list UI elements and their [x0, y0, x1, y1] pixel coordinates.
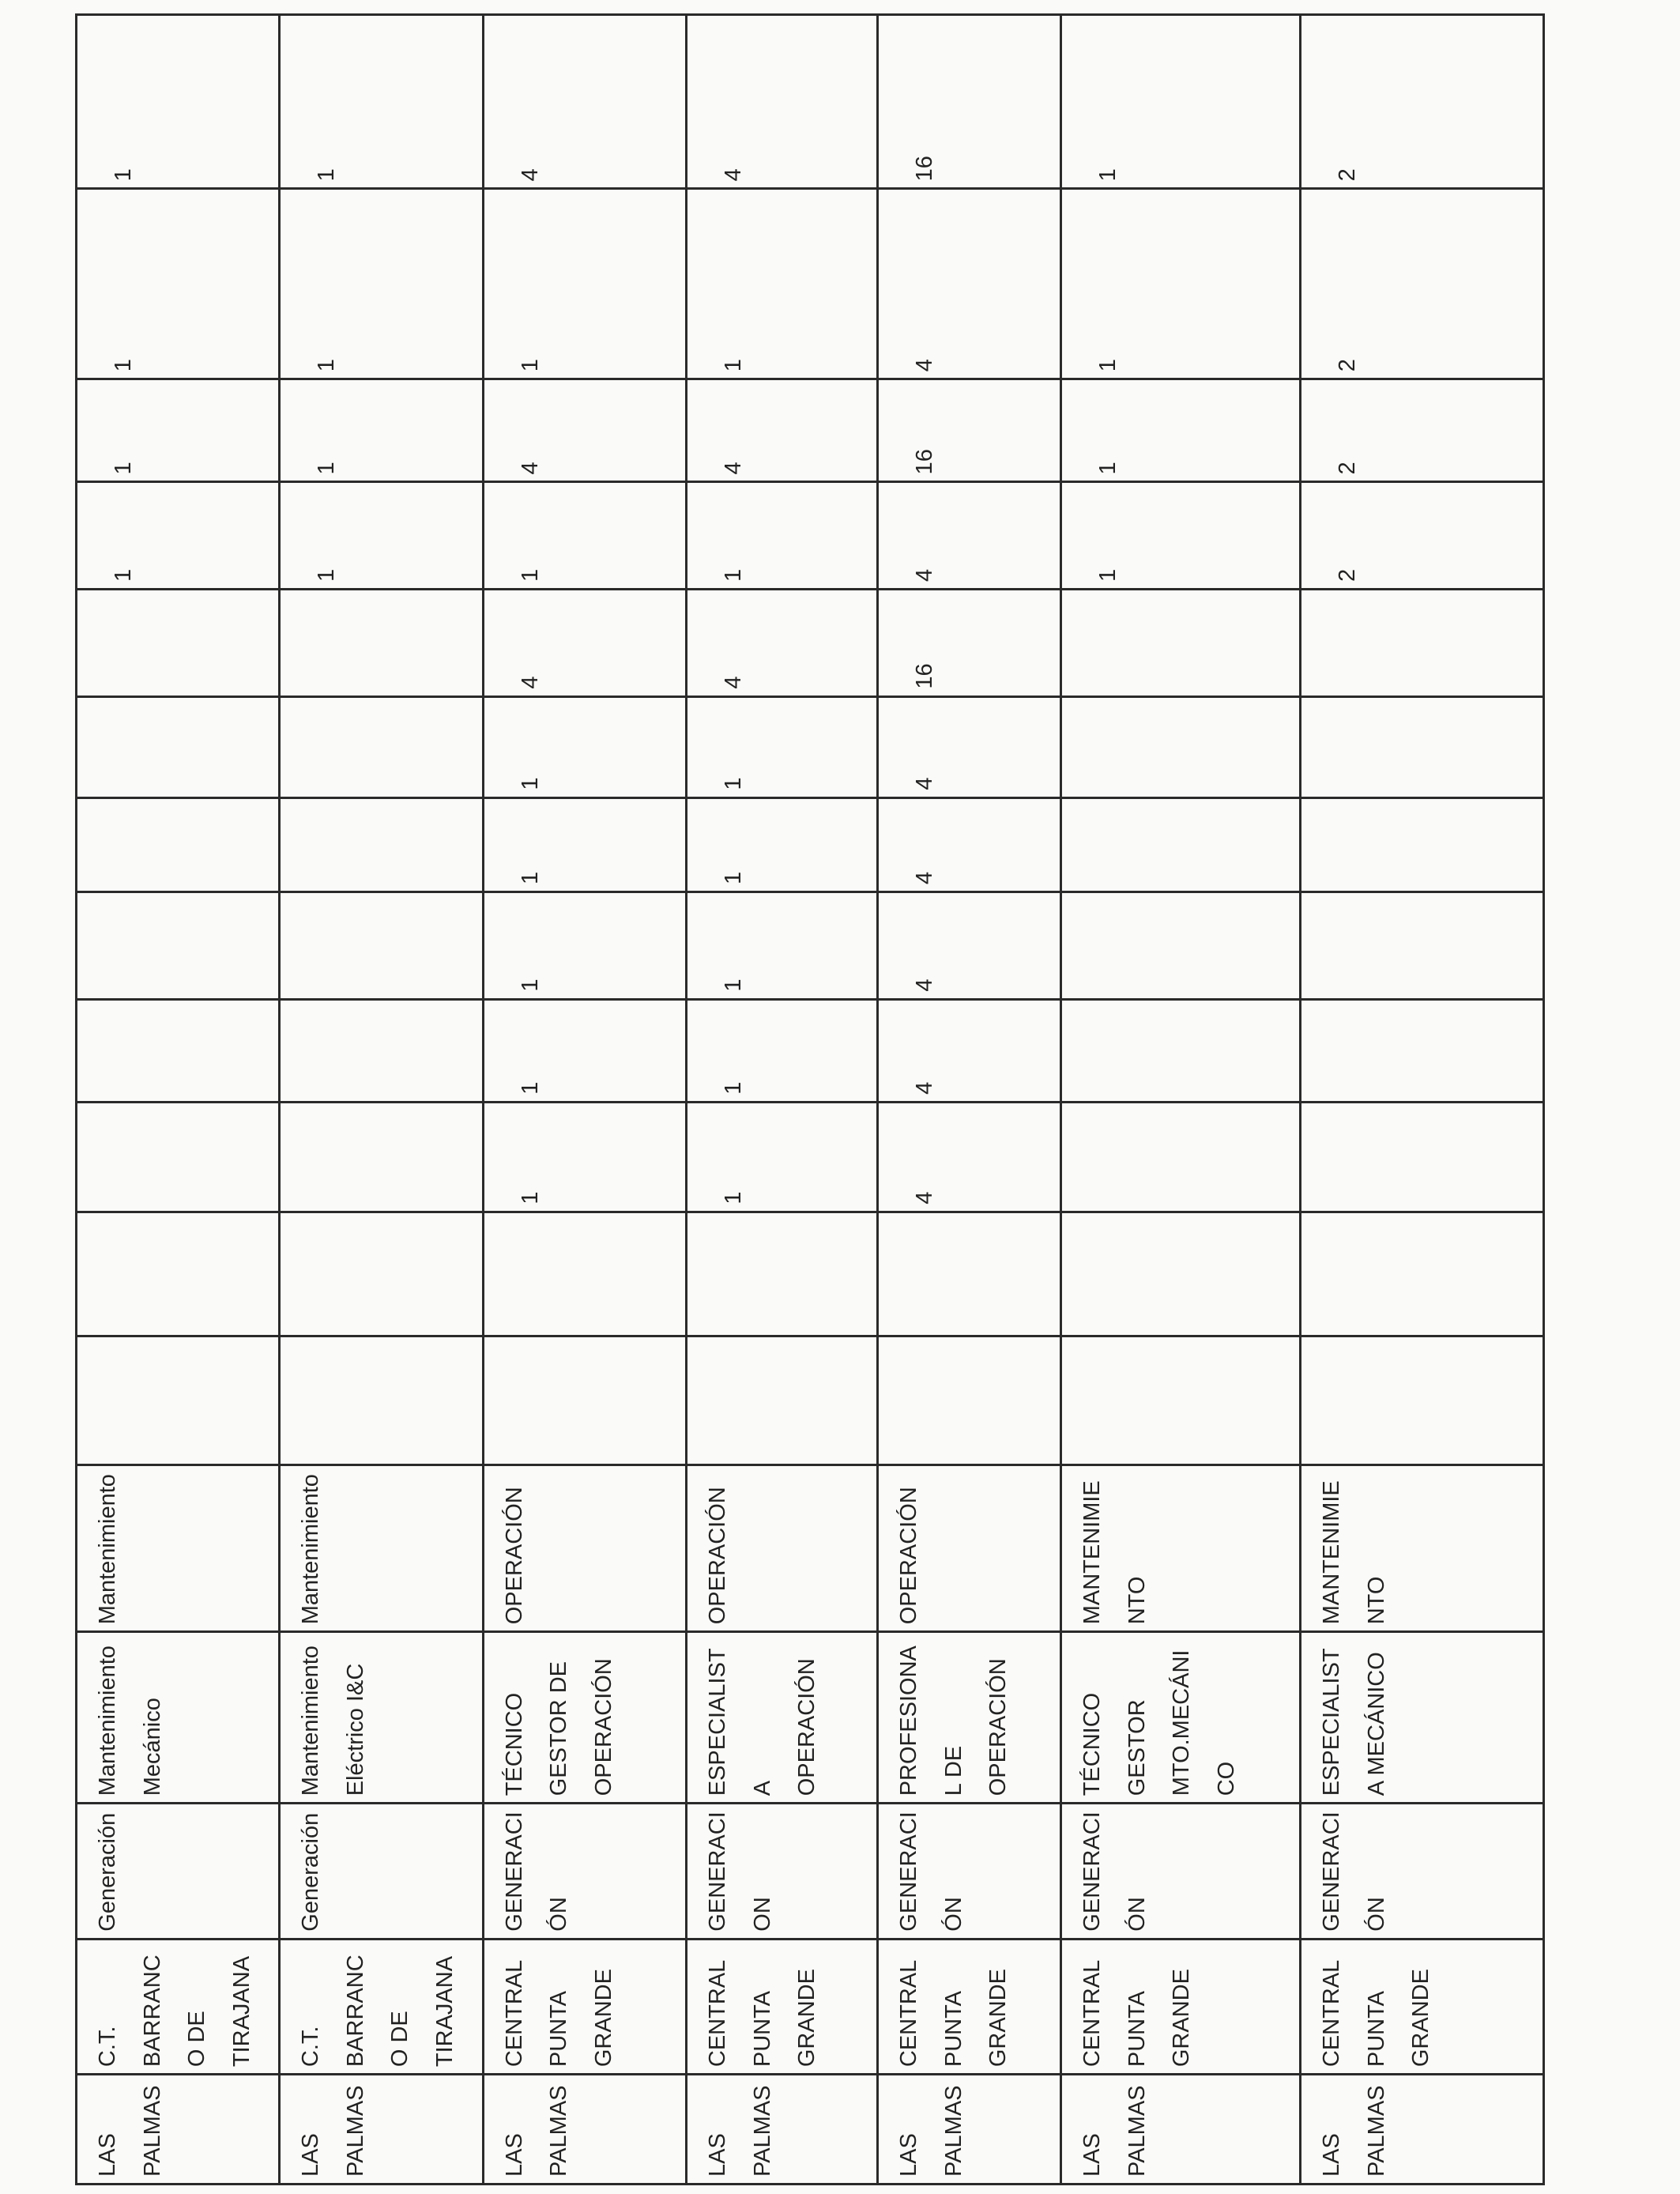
cell-area: Generación [77, 1804, 280, 1939]
cell-count-10: 4 [483, 379, 686, 482]
cell-count-2 [483, 1212, 686, 1336]
cell-count-6: 1 [687, 797, 878, 892]
cell-count-2 [878, 1212, 1061, 1336]
cell-count-8 [1301, 590, 1544, 697]
cell-count-5 [77, 892, 280, 1000]
cell-especialidad: Mantenimiento [280, 1465, 483, 1632]
cell-count-1 [1061, 1336, 1301, 1465]
cell-count-8: 4 [687, 590, 878, 697]
cell-count-9: 4 [878, 482, 1061, 590]
cell-count-12: 2 [1301, 15, 1544, 189]
cell-count-3 [1061, 1102, 1301, 1212]
cell-count-11: 1 [687, 189, 878, 379]
cell-count-1 [1301, 1336, 1544, 1465]
cell-count-12: 1 [280, 15, 483, 189]
cell-count-6 [1301, 797, 1544, 892]
table-row [1061, 15, 1301, 2185]
cell-count-7 [77, 696, 280, 797]
cell-count-6: 4 [878, 797, 1061, 892]
cell-count-11: 1 [280, 189, 483, 379]
cell-provincia: LAS PALMAS [1061, 2075, 1301, 2185]
cell-count-10: 1 [77, 379, 280, 482]
cell-count-3 [280, 1102, 483, 1212]
cell-count-4 [1301, 999, 1544, 1102]
cell-centro: CENTRAL PUNTA GRANDE [687, 1939, 878, 2074]
cell-especialidad: OPERACIÓN [483, 1465, 686, 1632]
cell-count-12: 1 [1061, 15, 1301, 189]
cell-count-4 [280, 999, 483, 1102]
table-row [878, 15, 1061, 2185]
cell-count-5: 1 [687, 892, 878, 1000]
cell-count-2 [1061, 1212, 1301, 1336]
cell-count-7 [280, 696, 483, 797]
cell-area: GENERACION [687, 1804, 878, 1939]
cell-puesto: PROFESIONAL DE OPERACIÓN [878, 1632, 1061, 1804]
cell-count-2 [77, 1212, 280, 1336]
cell-count-8: 16 [878, 590, 1061, 697]
cell-count-11: 1 [77, 189, 280, 379]
cell-centro: CENTRAL PUNTA GRANDE [483, 1939, 686, 2074]
cell-centro: C.T. BARRANCO DE TIRAJANA [77, 1939, 280, 2074]
cell-count-10: 4 [687, 379, 878, 482]
cell-count-3: 1 [687, 1102, 878, 1212]
cell-count-8 [1061, 590, 1301, 697]
cell-especialidad: Mantenimiento [77, 1465, 280, 1632]
cell-area: Generación [280, 1804, 483, 1939]
cell-puesto: ESPECIALISTA MECÁNICO [1301, 1632, 1544, 1804]
cell-count-4 [1061, 999, 1301, 1102]
cell-puesto: Mantenimiento Mecánico [77, 1632, 280, 1804]
cell-count-7: 4 [878, 696, 1061, 797]
table-row [687, 15, 878, 2185]
cell-provincia: LAS PALMAS [77, 2075, 280, 2185]
cell-count-5 [1061, 892, 1301, 1000]
cell-count-3: 1 [483, 1102, 686, 1212]
cell-count-3 [1301, 1102, 1544, 1212]
cell-count-2 [1301, 1212, 1544, 1336]
cell-provincia: LAS PALMAS [1301, 2075, 1544, 2185]
cell-count-5 [280, 892, 483, 1000]
cell-count-3 [77, 1102, 280, 1212]
cell-count-11: 2 [1301, 189, 1544, 379]
cell-puesto: TÉCNICO GESTOR DE OPERACIÓN [483, 1632, 686, 1804]
cell-count-1 [878, 1336, 1061, 1465]
cell-count-7: 1 [483, 696, 686, 797]
cell-count-6: 1 [483, 797, 686, 892]
cell-count-7: 1 [687, 696, 878, 797]
table-row [1301, 15, 1544, 2185]
cell-count-6 [77, 797, 280, 892]
cell-count-11: 1 [483, 189, 686, 379]
cell-provincia: LAS PALMAS [280, 2075, 483, 2185]
cell-count-9: 2 [1301, 482, 1544, 590]
cell-centro: CENTRAL PUNTA GRANDE [1061, 1939, 1301, 2074]
cell-provincia: LAS PALMAS [687, 2075, 878, 2185]
staffing-table [75, 13, 1545, 2185]
cell-count-10: 1 [1061, 379, 1301, 482]
cell-count-12: 16 [878, 15, 1061, 189]
table-row [77, 15, 280, 2185]
cell-count-9: 1 [483, 482, 686, 590]
cell-provincia: LAS PALMAS [878, 2075, 1061, 2185]
cell-puesto: ESPECIALISTA OPERACIÓN [687, 1632, 878, 1804]
cell-count-4: 4 [878, 999, 1061, 1102]
cell-count-7 [1301, 696, 1544, 797]
rotated-table-container [75, 13, 1545, 2185]
cell-especialidad: MANTENIMIENTO [1301, 1465, 1544, 1632]
cell-especialidad: OPERACIÓN [687, 1465, 878, 1632]
cell-count-4 [77, 999, 280, 1102]
cell-area: GENERACIÓN [1061, 1804, 1301, 1939]
cell-count-12: 4 [483, 15, 686, 189]
cell-puesto: TÉCNICO GESTOR MTO.MECÁNICO [1061, 1632, 1301, 1804]
cell-provincia: LAS PALMAS [483, 2075, 686, 2185]
cell-puesto: Mantenimiento Eléctrico I&C [280, 1632, 483, 1804]
cell-count-11: 1 [1061, 189, 1301, 379]
cell-count-4: 1 [483, 999, 686, 1102]
cell-count-4: 1 [687, 999, 878, 1102]
cell-count-9: 1 [77, 482, 280, 590]
cell-count-9: 1 [687, 482, 878, 590]
cell-count-2 [687, 1212, 878, 1336]
cell-count-5: 4 [878, 892, 1061, 1000]
cell-count-8 [77, 590, 280, 697]
cell-count-8 [280, 590, 483, 697]
table-body [77, 15, 1544, 2185]
cell-count-1 [280, 1336, 483, 1465]
cell-count-12: 4 [687, 15, 878, 189]
cell-count-6 [280, 797, 483, 892]
table-row [483, 15, 686, 2185]
table-row [280, 15, 483, 2185]
cell-count-5 [1301, 892, 1544, 1000]
cell-count-11: 4 [878, 189, 1061, 379]
cell-centro: CENTRAL PUNTA GRANDE [1301, 1939, 1544, 2074]
cell-count-12: 1 [77, 15, 280, 189]
cell-count-8: 4 [483, 590, 686, 697]
cell-area: GENERACIÓN [1301, 1804, 1544, 1939]
cell-count-9: 1 [1061, 482, 1301, 590]
cell-count-1 [687, 1336, 878, 1465]
cell-area: GENERACIÓN [878, 1804, 1061, 1939]
cell-count-1 [77, 1336, 280, 1465]
cell-count-5: 1 [483, 892, 686, 1000]
cell-area: GENERACIÓN [483, 1804, 686, 1939]
cell-especialidad: OPERACIÓN [878, 1465, 1061, 1632]
cell-count-3: 4 [878, 1102, 1061, 1212]
cell-count-2 [280, 1212, 483, 1336]
cell-centro: CENTRAL PUNTA GRANDE [878, 1939, 1061, 2074]
cell-count-7 [1061, 696, 1301, 797]
cell-count-10: 2 [1301, 379, 1544, 482]
cell-centro: C.T. BARRANCO DE TIRAJANA [280, 1939, 483, 2074]
cell-count-1 [483, 1336, 686, 1465]
cell-count-10: 1 [280, 379, 483, 482]
cell-count-9: 1 [280, 482, 483, 590]
cell-count-10: 16 [878, 379, 1061, 482]
cell-especialidad: MANTENIMIENTO [1061, 1465, 1301, 1632]
cell-count-6 [1061, 797, 1301, 892]
